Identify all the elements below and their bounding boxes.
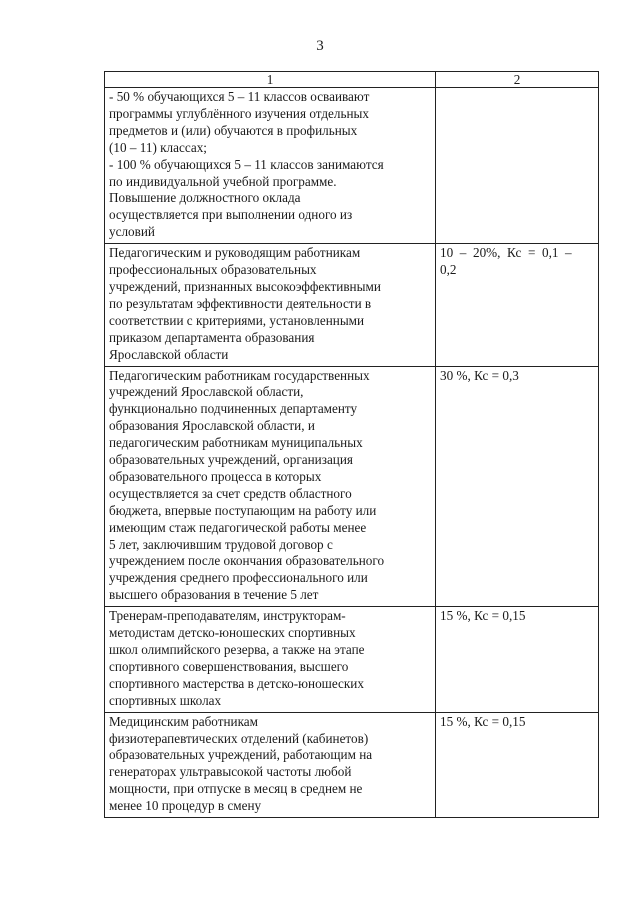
condition-cell [105,712,436,817]
value-line: 10 – 20%, Кс = 0,1 – [440,245,572,261]
cell-line: Ярославской области [109,346,229,362]
value-line: 15 %, Кс = 0,15 [440,713,526,729]
column-header: 2 [436,72,599,88]
cell-line: учреждений Ярославской области, [109,384,304,400]
cell-line: мощности, при отпуске в месяц в среднем не [109,781,363,797]
value-line: 15 %, Кс = 0,15 [440,608,526,624]
cell-line: профессиональных образовательных [109,262,317,278]
value-cell [436,712,599,817]
value-cell [436,607,599,712]
value-cell [436,366,599,607]
cell-line: Медицинским работникам [109,713,258,729]
cell-line: менее 10 процедур в смену [109,798,262,814]
cell-line: образовательных учреждений, организация [109,452,353,468]
column-header: 1 [105,72,436,88]
coefficient-table [104,71,599,818]
value-line: 0,2 [440,262,457,278]
cell-line: физиотерапевтических отделений (кабинетов) [109,730,369,746]
cell-line: спортивного мастерства в детско-юношеских [109,675,364,691]
cell-line: Тренерам-преподавателям, инструкторам- [109,608,346,624]
cell-line: Педагогическим работникам государственных [109,367,370,383]
page-number: 3 [316,38,324,54]
cell-line: учреждением после окончания образовательного [109,553,385,569]
cell-line: учреждения среднего профессионального или [109,570,368,586]
condition-cell [105,244,436,366]
condition-cell [105,366,436,607]
cell-line: по результатам эффективности деятельности в [109,295,372,311]
value-line: 30 %, Кс = 0,3 [440,367,519,383]
cell-line: (10 – 11) классах; [109,139,207,155]
cell-line: осуществляется при выполнении одного из [109,207,353,223]
cell-line: осуществляется за счет средств областного [109,485,352,501]
cell-line: функционально подчиненных департаменту [109,401,358,417]
cell-line: приказом департамента образования [109,329,315,345]
cell-line: бюджета, впервые поступающим на работу или [109,502,377,518]
condition-cell [105,607,436,712]
value-cell [436,244,599,366]
cell-line: образовательных учреждений, работающим на [109,747,373,763]
cell-line: образования Ярославской области, и [109,418,315,434]
table-row [105,366,599,607]
cell-line: школ олимпийского резерва, а также на этапе [109,642,365,657]
cell-line: Повышение должностного оклада [109,190,301,206]
cell-line: условий [109,224,155,240]
cell-line: генераторах ультравысокой частоты любой [109,764,352,780]
cell-line: методистам детско-юношеских спортивных [109,625,356,641]
cell-line: имеющим стаж педагогической работы менее [109,519,367,535]
table-row [105,712,599,817]
cell-line: спортивного совершенствования, высшего [109,658,349,674]
value-cell [436,88,599,244]
table-row [105,244,599,366]
table-row [105,88,599,244]
cell-line: по индивидуальной учебной программе. [109,173,337,189]
cell-line: - 100 % обучающихся 5 – 11 классов занимаются [109,156,384,172]
table-row [105,607,599,712]
cell-line: образовательного процесса в которых [109,468,322,484]
cell-line: высшего образования в течение 5 лет [109,587,319,603]
condition-cell [105,88,436,244]
cell-line: спортивных школах [109,692,222,708]
cell-line: 5 лет, заключившим трудовой договор с [109,536,333,552]
cell-line: Педагогическим и руководящим работникам [109,245,361,261]
cell-line: - 50 % обучающихся 5 – 11 классов осваивают [109,89,370,104]
cell-line: учреждений, признанных высокоэффективными [109,278,381,294]
cell-line: педагогическим работникам муниципальных [109,435,363,451]
cell-line: соответствии с критериями, установленными [109,312,365,328]
table-header-row [105,72,599,88]
cell-line: предметов и (или) обучаются в профильных [109,122,358,138]
cell-line: программы углублённого изучения отдельных [109,105,370,121]
